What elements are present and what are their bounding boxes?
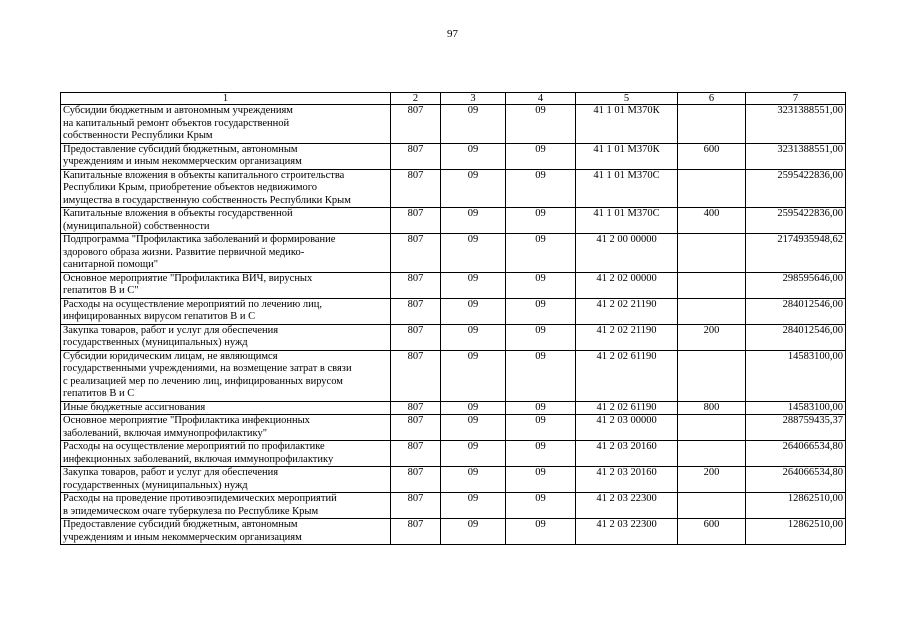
ministry-code: 807 bbox=[391, 467, 441, 493]
section-code: 09 bbox=[441, 169, 506, 208]
section-code: 09 bbox=[441, 401, 506, 415]
description-line: Основное мероприятие "Профилактика инфекционных bbox=[63, 415, 310, 426]
expense-type-code: 200 bbox=[678, 324, 746, 350]
target-article-code: 41 2 02 61190 bbox=[576, 401, 678, 415]
section-code: 09 bbox=[441, 350, 506, 401]
description-line: Основное мероприятие "Профилактика ВИЧ, вирусных bbox=[63, 272, 313, 284]
description-line: гепатитов В и С bbox=[63, 388, 135, 399]
subsection-code: 09 bbox=[506, 105, 576, 144]
amount: 12862510,00 bbox=[746, 493, 846, 519]
expense-type-code: 600 bbox=[678, 519, 746, 545]
description-line: гепатитов В и С" bbox=[63, 285, 139, 296]
ministry-code: 807 bbox=[391, 493, 441, 519]
row-description bbox=[61, 401, 391, 415]
amount: 14583100,00 bbox=[746, 350, 846, 401]
amount: 264066534,80 bbox=[746, 441, 846, 467]
section-code: 09 bbox=[441, 208, 506, 234]
table-body bbox=[61, 105, 846, 545]
subsection-code: 09 bbox=[506, 493, 576, 519]
subsection-code: 09 bbox=[506, 519, 576, 545]
description-line: государственных (муниципальных) нужд bbox=[63, 337, 248, 348]
table-row bbox=[61, 234, 846, 273]
column-header: 7 bbox=[746, 93, 846, 105]
description-line: Капитальные вложения в объекты капитального строительства bbox=[63, 169, 345, 181]
subsection-code: 09 bbox=[506, 234, 576, 273]
subsection-code: 09 bbox=[506, 169, 576, 208]
description-line: Расходы на осуществление мероприятий по профилактике bbox=[63, 441, 325, 452]
subsection-code: 09 bbox=[506, 415, 576, 441]
ministry-code: 807 bbox=[391, 298, 441, 324]
description-line: Подпрограмма "Профилактика заболеваний и формирование bbox=[63, 234, 336, 245]
row-description bbox=[61, 143, 391, 169]
target-article-code: 41 2 03 22300 bbox=[576, 493, 678, 519]
row-description bbox=[61, 493, 391, 519]
subsection-code: 09 bbox=[506, 208, 576, 234]
target-article-code: 41 2 02 00000 bbox=[576, 272, 678, 298]
table-row bbox=[61, 298, 846, 324]
amount: 284012546,00 bbox=[746, 324, 846, 350]
amount: 3231388551,00 bbox=[746, 143, 846, 169]
section-code: 09 bbox=[441, 441, 506, 467]
description-line: инфицированных вирусом гепатитов В и С bbox=[63, 311, 256, 322]
table-row bbox=[61, 143, 846, 169]
subsection-code: 09 bbox=[506, 401, 576, 415]
amount: 3231388551,00 bbox=[746, 105, 846, 144]
row-description bbox=[61, 324, 391, 350]
ministry-code: 807 bbox=[391, 441, 441, 467]
description-line: учреждениям и иным некоммерческим организациям bbox=[63, 156, 302, 167]
table-row bbox=[61, 415, 846, 441]
description-line: собственности Республики Крым bbox=[63, 130, 213, 141]
description-line: Закупка товаров, работ и услуг для обеспечения bbox=[63, 467, 279, 478]
row-description bbox=[61, 467, 391, 493]
expense-type-code: 200 bbox=[678, 467, 746, 493]
table-row bbox=[61, 272, 846, 298]
target-article-code: 41 2 02 61190 bbox=[576, 350, 678, 401]
column-header: 5 bbox=[576, 93, 678, 105]
section-code: 09 bbox=[441, 105, 506, 144]
target-article-code: 41 2 02 21190 bbox=[576, 324, 678, 350]
subsection-code: 09 bbox=[506, 467, 576, 493]
description-line: учреждениям и иным некоммерческим организациям bbox=[63, 531, 302, 543]
expense-type-code bbox=[678, 169, 746, 208]
page-number: 97 bbox=[447, 28, 458, 40]
target-article-code: 41 2 03 22300 bbox=[576, 519, 678, 545]
description-line: Иные бюджетные ассигнования bbox=[63, 401, 206, 413]
row-description bbox=[61, 272, 391, 298]
table-row bbox=[61, 208, 846, 234]
row-description bbox=[61, 169, 391, 208]
description-line: Расходы на проведение противоэпидемических мероприятий bbox=[63, 493, 337, 504]
amount: 284012546,00 bbox=[746, 298, 846, 324]
amount: 14583100,00 bbox=[746, 401, 846, 415]
ministry-code: 807 bbox=[391, 143, 441, 169]
description-line: (муниципальной) собственности bbox=[63, 220, 210, 232]
target-article-code: 41 2 03 00000 bbox=[576, 415, 678, 441]
subsection-code: 09 bbox=[506, 350, 576, 401]
expense-type-code bbox=[678, 234, 746, 273]
row-description bbox=[61, 105, 391, 144]
row-description bbox=[61, 441, 391, 467]
expense-type-code bbox=[678, 493, 746, 519]
ministry-code: 807 bbox=[391, 415, 441, 441]
column-header: 2 bbox=[391, 93, 441, 105]
section-code: 09 bbox=[441, 519, 506, 545]
description-line: Закупка товаров, работ и услуг для обеспечения bbox=[63, 324, 279, 336]
section-code: 09 bbox=[441, 143, 506, 169]
ministry-code: 807 bbox=[391, 324, 441, 350]
section-code: 09 bbox=[441, 467, 506, 493]
section-code: 09 bbox=[441, 272, 506, 298]
subsection-code: 09 bbox=[506, 272, 576, 298]
row-description bbox=[61, 415, 391, 441]
expense-type-code: 600 bbox=[678, 143, 746, 169]
target-article-code: 41 2 00 00000 bbox=[576, 234, 678, 273]
expense-type-code bbox=[678, 298, 746, 324]
description-line: инфекционных заболеваний, включая иммунопрофилактику bbox=[63, 453, 334, 465]
description-line: имущества в государственную собственность Республики Крым bbox=[63, 194, 351, 206]
section-code: 09 bbox=[441, 415, 506, 441]
table-row bbox=[61, 441, 846, 467]
description-line: Субсидии бюджетным и автономным учреждениям bbox=[63, 105, 293, 116]
target-article-code: 41 2 02 21190 bbox=[576, 298, 678, 324]
column-header: 4 bbox=[506, 93, 576, 105]
table-row bbox=[61, 350, 846, 401]
description-line: на капитальный ремонт объектов государственной bbox=[63, 117, 290, 129]
amount: 264066534,80 bbox=[746, 467, 846, 493]
description-line: государственными учреждениями, на возмещение затрат в связи bbox=[63, 363, 352, 374]
budget-table bbox=[60, 92, 846, 545]
ministry-code: 807 bbox=[391, 350, 441, 401]
table-row bbox=[61, 401, 846, 415]
description-line: в эпидемическом очаге туберкулеза по Республике Крым bbox=[63, 505, 319, 517]
ministry-code: 807 bbox=[391, 234, 441, 273]
description-line: Предоставление субсидий бюджетным, автономным bbox=[63, 519, 298, 530]
section-code: 09 bbox=[441, 298, 506, 324]
subsection-code: 09 bbox=[506, 143, 576, 169]
amount: 2595422836,00 bbox=[746, 169, 846, 208]
row-description bbox=[61, 519, 391, 545]
expense-type-code bbox=[678, 441, 746, 467]
target-article-code: 41 1 01 М370С bbox=[576, 208, 678, 234]
table-row bbox=[61, 467, 846, 493]
description-line: здорового образа жизни. Развитие первичной медико- bbox=[63, 246, 305, 258]
expense-type-code bbox=[678, 350, 746, 401]
subsection-code: 09 bbox=[506, 441, 576, 467]
row-description bbox=[61, 234, 391, 273]
description-line: Предоставление субсидий бюджетным, автономным bbox=[63, 143, 298, 155]
expense-type-code bbox=[678, 272, 746, 298]
amount: 2174935948,62 bbox=[746, 234, 846, 273]
table-row bbox=[61, 105, 846, 144]
description-line: государственных (муниципальных) нужд bbox=[63, 479, 248, 491]
ministry-code: 807 bbox=[391, 519, 441, 545]
column-header: 6 bbox=[678, 93, 746, 105]
description-line: заболеваний, включая иммунопрофилактику" bbox=[63, 427, 268, 439]
table-row bbox=[61, 324, 846, 350]
expense-type-code bbox=[678, 415, 746, 441]
amount: 298595646,00 bbox=[746, 272, 846, 298]
ministry-code: 807 bbox=[391, 105, 441, 144]
row-description bbox=[61, 350, 391, 401]
header-row bbox=[61, 93, 846, 105]
ministry-code: 807 bbox=[391, 208, 441, 234]
expense-type-code bbox=[678, 105, 746, 144]
row-description bbox=[61, 208, 391, 234]
row-description bbox=[61, 298, 391, 324]
ministry-code: 807 bbox=[391, 169, 441, 208]
column-header: 1 bbox=[61, 93, 391, 105]
description-line: Капитальные вложения в объекты государственной bbox=[63, 208, 293, 219]
ministry-code: 807 bbox=[391, 272, 441, 298]
column-header: 3 bbox=[441, 93, 506, 105]
description-line: санитарной помощи" bbox=[63, 259, 158, 270]
section-code: 09 bbox=[441, 234, 506, 273]
target-article-code: 41 2 03 20160 bbox=[576, 441, 678, 467]
target-article-code: 41 1 01 М370К bbox=[576, 143, 678, 169]
description-line: Субсидии юридическим лицам, не являющимся bbox=[63, 350, 278, 362]
table-row bbox=[61, 493, 846, 519]
target-article-code: 41 1 01 М370К bbox=[576, 105, 678, 144]
table-row bbox=[61, 169, 846, 208]
description-line: с реализацией мер по лечению лиц, инфицированных вирусом bbox=[63, 375, 343, 387]
amount: 2595422836,00 bbox=[746, 208, 846, 234]
target-article-code: 41 2 03 20160 bbox=[576, 467, 678, 493]
expense-type-code: 800 bbox=[678, 401, 746, 415]
subsection-code: 09 bbox=[506, 298, 576, 324]
amount: 288759435,37 bbox=[746, 415, 846, 441]
description-line: Расходы на осуществление мероприятий по лечению лиц, bbox=[63, 298, 322, 310]
expense-type-code: 400 bbox=[678, 208, 746, 234]
ministry-code: 807 bbox=[391, 401, 441, 415]
section-code: 09 bbox=[441, 324, 506, 350]
description-line: Республики Крым, приобретение объектов недвижимого bbox=[63, 182, 318, 193]
subsection-code: 09 bbox=[506, 324, 576, 350]
table-row bbox=[61, 519, 846, 545]
target-article-code: 41 1 01 М370С bbox=[576, 169, 678, 208]
section-code: 09 bbox=[441, 493, 506, 519]
amount: 12862510,00 bbox=[746, 519, 846, 545]
